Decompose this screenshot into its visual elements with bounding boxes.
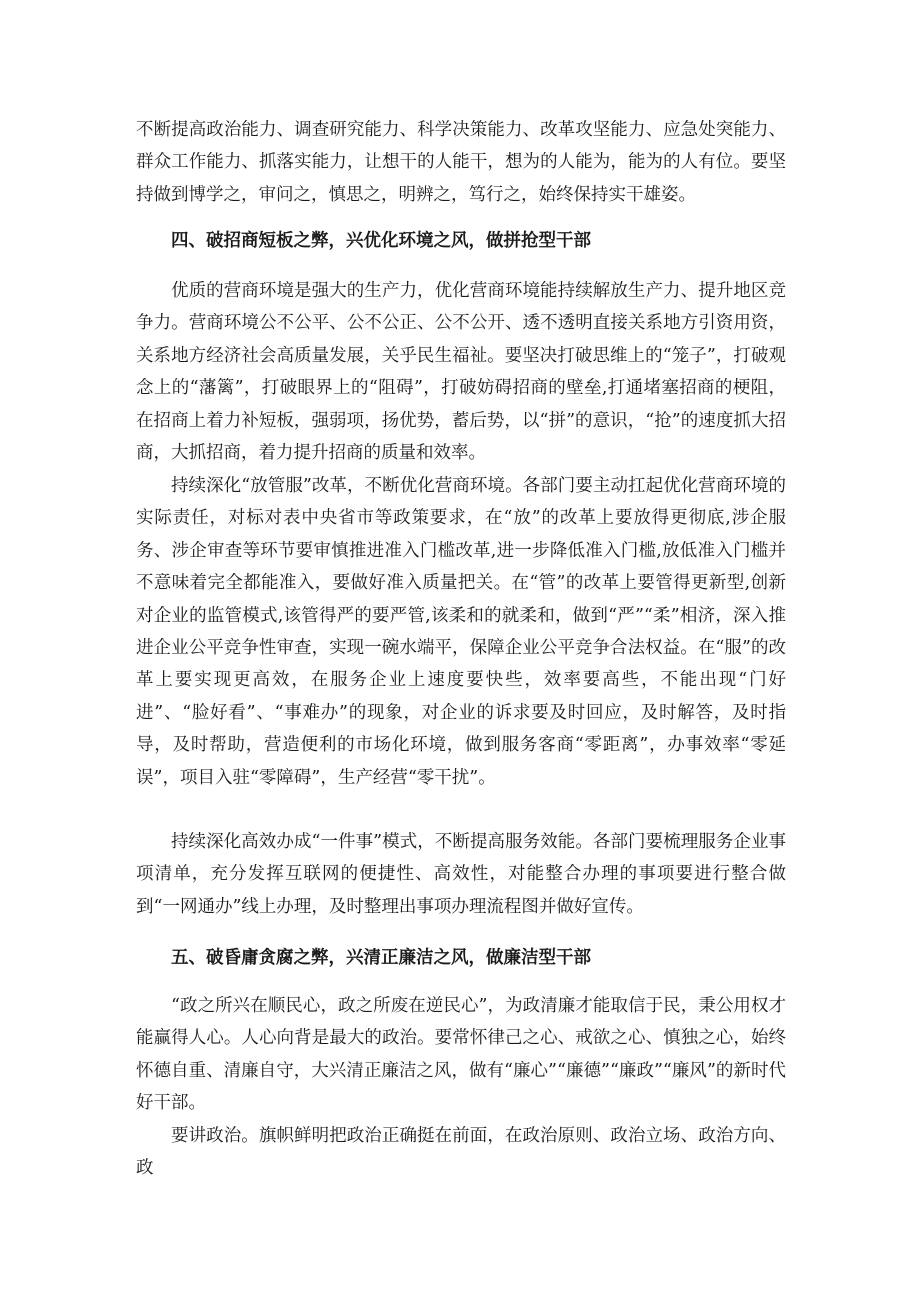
paragraph-reform: 持续深化“放管服”改革，不断优化营商环境。各部门要主动扛起优化营商环境的实际责任，对标对表中央省市等政策要求，在“放”的改革上要放得更彻底,涉企服务、涉企审查等环节要审慎推进准入门槛改革,进一步降低准入门槛,放低准入门槛并不意味着完全都能准入，要做好准入质量把关。在“管”的改革上要管得更新型,创新对企业的监管模式,该管得严的要严管,该柔和的就柔和，做到“严”“柔”相济，深入推进企业公平竞争性审查，实现一碗水端平，保障企业公平竞争合法权益。在“服”的改革上要实现更高效，在服务企业上速度要快些，效率要高些，不能出现“门好进”、“脸好看”、“事难办”的现象，对企业的诉求要及时回应，及时解答，及时指导，及时帮助，营造便利的市场化环境，做到服务客商“零距离”，办事效率“零延误”，项目入驻“零障碍”，生产经营“零干扰”。 bbox=[136, 476, 786, 788]
paragraph-politics: 要讲政治。旗帜鲜明把政治正确挺在前面，在政治原则、政治立场、政治方向、政 bbox=[136, 1126, 786, 1179]
paragraph-business-environment: 优质的营商环境是强大的生产力，优化营商环境能持续解放生产力、提升地区竞争力。营商环境公不公平、公不公正、公不公开、透不透明直接关系地方引资用资，关系地方经济社会高质量发展，关乎民生福祉。要坚决打破思维上的“笼子”，打破观念上的“藩篱”，打破眼界上的“阻碍”，打破妨碍招商的壁垒,打通堵塞招商的梗阻，在招商上着力补短板，强弱项，扬优势，蓄后势，以“拼”的意识，“抢”的速度抓大招商，大抓招商，着力提升招商的质量和效率。 bbox=[136, 281, 786, 464]
paragraph-clean-government: “政之所兴在顺民心，政之所废在逆民心”，为政清廉才能取信于民，秉公用权才能赢得人心。人心向背是最大的政治。要常怀律己之心、戒欲之心、慎独之心，始终怀德自重、清廉自守，大兴清正廉洁之风，做有“廉心”“廉德”“廉政”“廉风”的新时代好干部。 bbox=[136, 996, 786, 1114]
section-heading-4: 四、破招商短板之弊，兴优化环境之风，做拼抢型干部 bbox=[171, 231, 591, 251]
paragraph-one-thing: 持续深化高效办成“一件事”模式，不断提高服务效能。各部门要梳理服务企业事项清单，充分发挥互联网的便捷性、高效性，对能整合办理的事项要进行整合做到“一网通办”线上办理，及时整理出事项办理流程图并做好宣传。 bbox=[136, 832, 786, 917]
paragraph-continuation: 不断提高政治能力、调查研究能力、科学决策能力、改革攻坚能力、应急处突能力、群众工作能力、抓落实能力，让想干的人能干，想为的人能为，能为的人有位。要坚持做到博学之，审问之，慎思之，明辨之，笃行之，始终保持实干雄姿。 bbox=[136, 120, 786, 205]
section-heading-5: 五、破昏庸贪腐之弊，兴清正廉洁之风，做廉洁型干部 bbox=[171, 948, 591, 968]
